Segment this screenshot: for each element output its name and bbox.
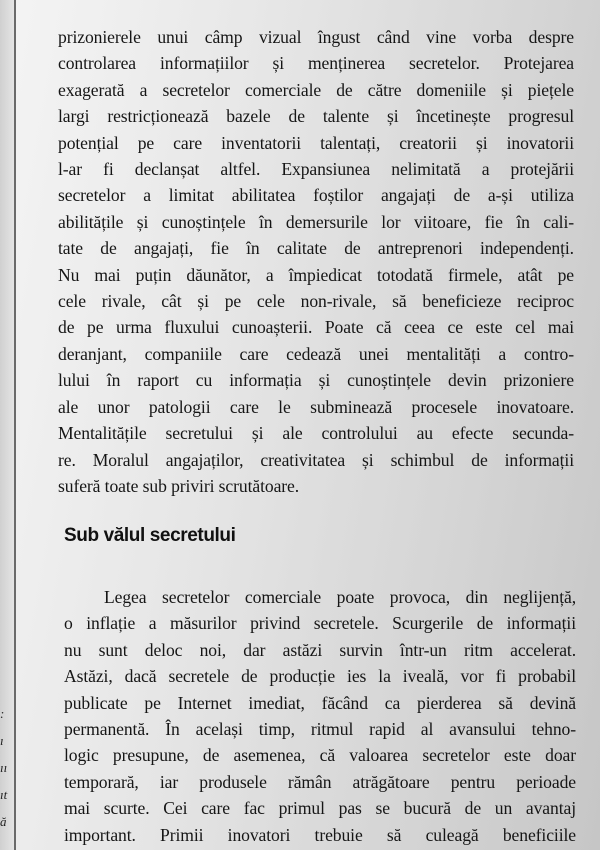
text-line: de pe urma fluxului cunoașterii. Poate că ceea ce este cel mai	[58, 317, 574, 338]
previous-page-glyph: ıı	[0, 760, 8, 775]
previous-page-glyph: ı	[0, 733, 4, 748]
text-line: Mentalitățile secretului și ale controlului au efecte secunda-	[58, 423, 574, 444]
text-line: controlarea informațiilor și menținerea secretelor. Protejarea	[58, 53, 574, 74]
text-line: ale unor patologii care le subminează procesele inovatoare.	[58, 396, 574, 417]
text-line: lului în raport cu informația și cunoștințele devin prizoniere	[58, 370, 574, 391]
text-line: mai scurte. Cei care fac primul pas se bucură de un avantaj	[64, 798, 576, 819]
text-line: deranjant, companiile care cedează unei mentalități a contro-	[58, 343, 574, 364]
text-line: permanentă. În același timp, ritmul rapid al avansului tehno-	[64, 719, 576, 740]
text-line: suferă toate sub priviri scrutătoare.	[58, 475, 300, 496]
text-line: exagerată a secretelor comerciale de către domeniile și piețele	[58, 79, 574, 100]
text-line: temporară, iar produsele rămân atrăgătoare pentru perioade	[64, 771, 576, 792]
section-heading: Sub vălul secretului	[64, 525, 236, 546]
text-line: publicate pe Internet imediat, făcând ca pierderea să devină	[64, 692, 576, 713]
text-line: logic presupune, de asemenea, că valoarea secretelor este doar	[64, 745, 576, 766]
text-line: tate de angajați, fie în calitate de antreprenori independenți.	[58, 238, 574, 259]
previous-page-glyph: ıt	[0, 787, 8, 802]
text-line: Legea secretelor comerciale poate provoca, din neglijență,	[104, 587, 576, 607]
previous-page-glyph: :	[0, 706, 5, 721]
text-line: secretelor a limitat abilitatea foștilor angajați de a-și utiliza	[58, 185, 574, 206]
previous-page-edge	[0, 0, 16, 850]
text-line: re. Moralul angajaților, creativitatea și schimbul de informații	[58, 449, 574, 470]
previous-page-glyph: ă	[0, 814, 7, 829]
text-line: potențial pe care inventatorii talentați, creatorii și inovatorii	[58, 132, 574, 153]
book-page	[16, 0, 600, 850]
text-line: important. Primii inovatori trebuie să culeagă beneficiile	[64, 824, 576, 845]
text-line: o inflație a măsurilor privind secretele. Scurgerile de informații	[64, 613, 576, 634]
previous-page-text-fragments	[0, 700, 12, 835]
text-line: cele rivale, cât și pe cele non-rivale, să beneficieze reciproc	[58, 291, 574, 312]
text-line: prizonierele unui câmp vizual îngust când vine vorba despre	[58, 27, 574, 47]
text-line: abilitățile și cunoștințele în demersurile lor viitoare, fie în cali-	[58, 211, 574, 232]
text-line: nu sunt deloc noi, dar astăzi survin într-un ritm accelerat.	[64, 639, 576, 660]
text-line: l-ar fi declanșat altfel. Expansiunea nelimitată a protejării	[58, 159, 574, 180]
paragraph-2	[64, 584, 576, 848]
text-line: largi restricționează bazele de talente și încetinește progresul	[58, 106, 574, 127]
text-line: Nu mai puțin dăunător, a împiedicat totodată firmele, atât pe	[58, 264, 574, 285]
paragraph-1	[58, 24, 574, 499]
text-line: Astăzi, dacă secretele de producție ies la iveală, vor fi probabil	[64, 666, 576, 687]
